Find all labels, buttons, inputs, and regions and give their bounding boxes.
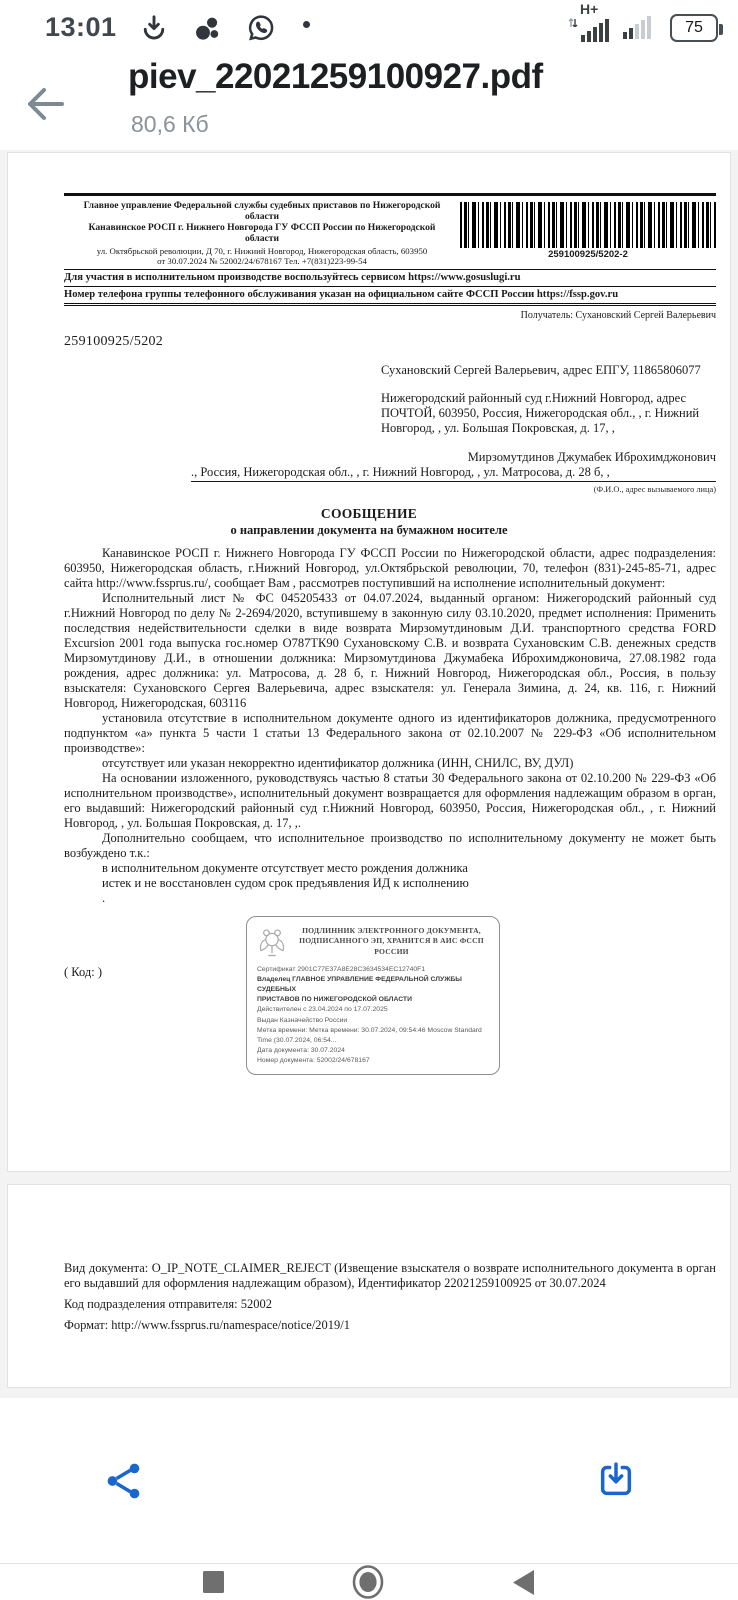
message-title: СООБЩЕНИЕ (320, 505, 418, 521)
body-paragraph: Исполнительный лист № ФС 045205433 от 04.07.2024, выданный органом: Нижегородский районный суд г.Нижний Новгород по делу № 2-2694/2020, вступившему в законную силу 03.10.2020, предмет исполнения: Применить последствия недействительности сделки в виде возврата Мирзомутдиновым Д.И. транспортного средства FORD Excursion 2001 года выпуска гос.номер О787ТК90 Сухановскому С.В. и возврата Сухановским С.В. денежных средств Мирзомутдинову Д.И., в отношении должника: Мирзомутдинова Джумабека Иброхимджоновича, 27.08.1982 года рождения, адрес должника: ул. Матросова, д. 28 б, г. Нижний Новгород, Нижегородская обл., Россия, в пользу взыскателя: Сухановского Сергея Валерьевича, адрес взыскателя: ул. Генерала Зимина, д. 24, кв. 116, г. Нижний Новгород, Нижегородская, 603116 (64, 590, 716, 710)
code-label: ( Код: ) (64, 964, 103, 979)
share-button[interactable] (103, 1460, 145, 1502)
document-code: 259100925/5202 (64, 333, 164, 349)
addressee-claimer: Сухановский Сергей Валерьевич, адрес ЕПГУ, 11865806077 (381, 362, 701, 377)
download-button[interactable] (596, 1460, 638, 1502)
barcode-image (460, 202, 716, 248)
stamp-certificate: Сертификат 2901C77E37A8E28C3634534EC12740F1 (257, 965, 426, 973)
signal-bars-icon-1 (580, 19, 612, 43)
signature-area (8, 910, 730, 1080)
barcode-block (460, 200, 716, 267)
signal-bars-icon-2 (622, 16, 654, 40)
body-reason-line: истек и не восстановлен судом срок предъявления ИД к исполнению (102, 875, 469, 890)
bubbles-icon (191, 12, 223, 44)
back-triangle-icon (511, 1569, 536, 1596)
app-header (0, 55, 738, 150)
page-gap (0, 1172, 738, 1184)
battery-nub (719, 24, 723, 35)
pdf-viewer[interactable] (0, 150, 738, 1398)
stamp-header: ПОДЛИННИК ЭЛЕКТРОННОГО ДОКУМЕНТА, ПОДПИСАННОГО ЭП, ХРАНИТСЯ В АИС ФССП РОССИИ (299, 926, 484, 956)
addressee-debtor-name: Мирзомутдинов Джумабек Иброхимджонович (467, 449, 716, 464)
pdf-page-1 (7, 152, 731, 1172)
back-nav-button[interactable] (511, 1569, 536, 1596)
addressees (64, 363, 716, 497)
recents-square-icon (202, 1570, 225, 1594)
whatsapp-icon (245, 12, 277, 44)
stamp-details (257, 965, 489, 1067)
org-ref-number: от 30.07.2024 № 52002/24/678167 Тел. +7(831)223-99-54 (157, 256, 367, 267)
body-reason-line: в исполнительном документе отсутствует место рождения должника (102, 860, 468, 875)
sender-code-line: Код подразделения отправителя: 52002 (64, 1297, 272, 1311)
stamp-timestamp: Метка времени: Метка времени: 30.07.2024, 09:54:46 Moscow Standard Time (30.07.2024, 06:54... (257, 1026, 482, 1044)
gosuslugi-notice: Для участия в исполнительном производстве воспользуйтесь сервисом https://www.gosuslugi.ru (64, 270, 716, 287)
message-subtitle: о направлении документа на бумажном носителе (230, 522, 508, 537)
android-nav-bar (0, 1563, 738, 1600)
home-button[interactable] (351, 1565, 385, 1599)
body-paragraph: На основании изложенного, руководствуясь частью 8 статьи 30 Федерального закона от 02.10.200 № 229-ФЗ «Об исполнительном производстве», исполнительный документ возвращается для оформления надлежащим образом в орган, его выдавший: Нижегородский районный суд г.Нижний Новгород, 603950, Россия, Нижегородская обл., , г. Нижний Новгород, , ул. Большая Покровская, д. 17, ,. (64, 770, 716, 830)
notification-dot (303, 21, 310, 28)
stamp-owner-line2: ПРИСТАВОВ ПО НИЖЕГОРОДСКОЙ ОБЛАСТИ (257, 996, 412, 1004)
download-tray-icon (596, 1460, 636, 1500)
network-type-label: H+ (580, 1, 599, 17)
updown-arrows-icon (567, 7, 579, 27)
barcode-number: 259100925/5202-2 (548, 249, 628, 260)
network-type-indicator (567, 1, 612, 48)
stamp-owner-line1: Владелец ГЛАВНОЕ УПРАВЛЕНИЕ ФЕДЕРАЛЬНОЙ СЛУЖБЫ СУДЕБНЫХ (257, 975, 462, 993)
action-bar (0, 1398, 738, 1563)
battery-percent: 75 (685, 18, 703, 36)
file-title: piev_22021259100927.pdf (128, 57, 543, 96)
status-time: 13:01 (45, 12, 117, 42)
pdf-page-2 (7, 1184, 731, 1388)
body-paragraph: установила отсутствие в исполнительном документе одного из идентификаторов должника, предусмотренного подпунктом «а» пункта 5 части 1 статьи 13 Федерального закона от 02.10.2007 № 229-ФЗ «Об исполнительном производстве»: (64, 710, 716, 755)
letterhead-org-block (64, 200, 460, 267)
share-icon (103, 1460, 145, 1502)
addressee-court: Нижегородский районный суд г.Нижний Новгород, адрес ПОЧТОЙ, 603950, Россия, Нижегородская обл., , г. Нижний Новгород, , ул. Большая Покровская, д. 17, , (381, 390, 700, 435)
back-arrow-icon (20, 81, 66, 127)
addressee-debtor-address: ., Россия, Нижегородская обл., , г. Нижний Новгород, , ул. Матросова, д. 28 б, , (191, 465, 716, 482)
message-body (64, 546, 716, 906)
addressee-caption: (Ф.И.О., адрес вызываемого лица) (593, 484, 716, 494)
body-paragraph: отсутствует или указан некорректно идентификатор должника (ИНН, СНИЛС, ВУ, ДУЛ) (102, 755, 574, 770)
home-circle-icon (351, 1565, 385, 1599)
status-indicators (567, 1, 718, 48)
body-paragraph: Канавинское РОСП г. Нижнего Новгорода ГУ ФССП России по Нижегородской области, адрес подразделения: 603950, Нижегородская область, г.Нижний Новгород, ул.Октябрьской революции, 70, телефон (831)-245-85-71, адрес сайта http://www.fssprus.ru/, сообщает Вам , рассмотрев поступивший на исполнение исполнительный документ: (64, 545, 716, 590)
recipient-line: Получатель: Сухановский Сергей Валерьевич (520, 309, 716, 321)
org-name-line1: Главное управление Федеральной службы судебных приставов по Нижегородской области (83, 200, 441, 223)
format-line: Формат: http://www.fssprus.ru/namespace/notice/2019/1 (64, 1318, 351, 1332)
coat-of-arms-icon (257, 926, 287, 958)
body-dot-line: . (102, 890, 106, 905)
org-address: ул. Октябрьской революции, Д 70, г. Нижний Новгород, Нижегородская область, 603950 (96, 245, 428, 256)
body-paragraph: Дополнительно сообщаем, что исполнительное производство по исполнительному документу не может быть возбуждено т.к.: (64, 830, 716, 860)
download-icon (139, 13, 169, 43)
back-button[interactable] (20, 81, 66, 127)
stamp-validity: Действителен с 23.04.2024 по 17.07.2025 (257, 1006, 388, 1014)
phone-notice: Номер телефона группы телефонного обслуживания указан на официальном сайте ФССП России https://fssp.gov.ru (64, 287, 716, 306)
letterhead (64, 193, 716, 306)
battery-indicator (670, 14, 718, 42)
stamp-doc-number: Номер документа: 52002/24/678167 (257, 1057, 370, 1065)
digital-signature-stamp (246, 916, 500, 1076)
recents-button[interactable] (202, 1570, 225, 1594)
file-size: 80,6 Кб (131, 111, 209, 137)
org-name-line2: Канавинское РОСП г. Нижнего Новгорода ГУ ФССП России по Нижегородской области (88, 222, 436, 245)
stamp-issuer: Выдан Казначейство России (257, 1016, 348, 1024)
doc-type-line: Вид документа: O_IP_NOTE_CLAIMER_REJECT (Извещение взыскателя о возврате исполнительного документа в орган его выдавший для оформления надлежащим образом), Идентификатор 22021259100925 от 30.07.2024 (64, 1261, 716, 1290)
status-bar (0, 0, 738, 55)
stamp-doc-date: Дата документа: 30.07.2024 (257, 1047, 345, 1055)
